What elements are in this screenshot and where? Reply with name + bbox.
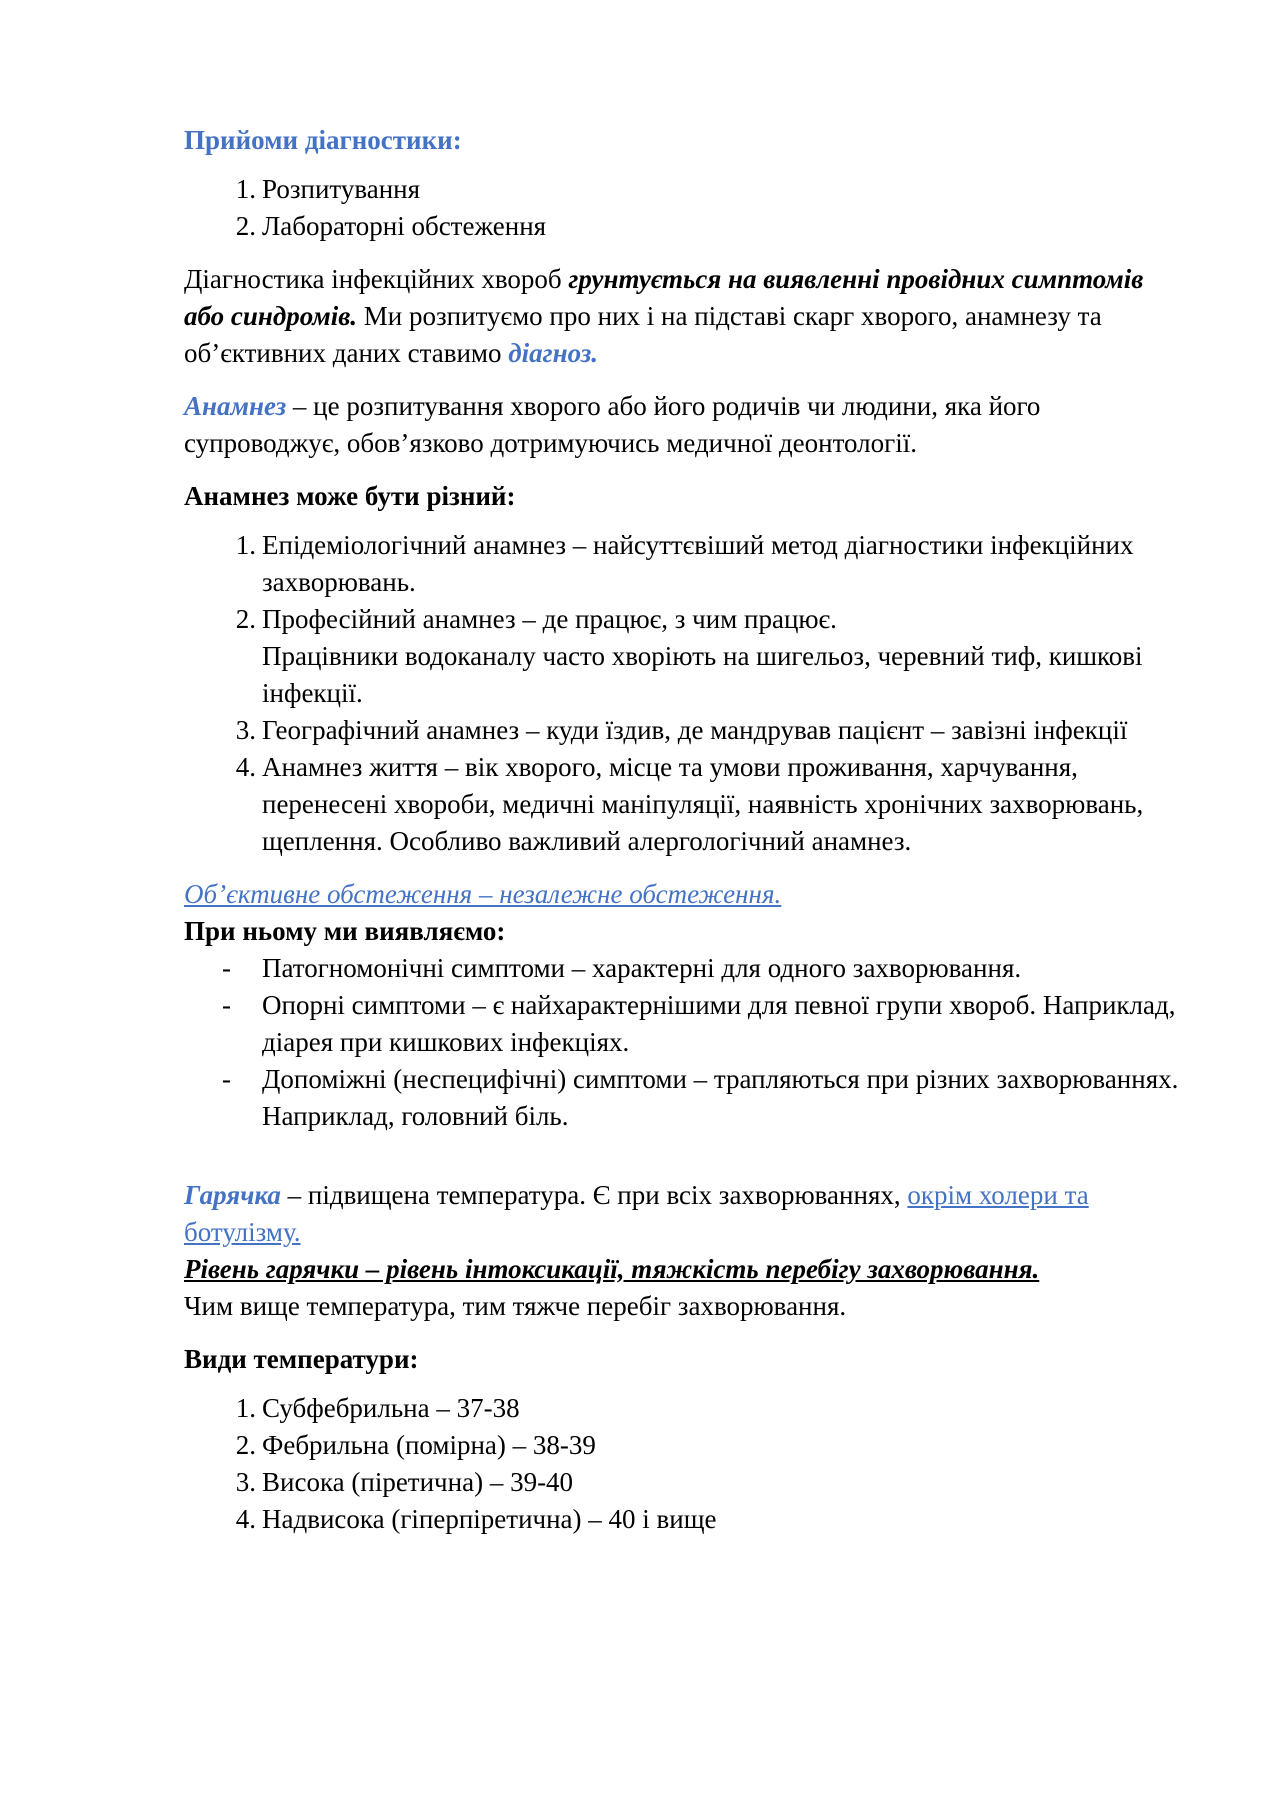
objective-exam-link[interactable]: Об’єктивне обстеження – незалежне обстеження. (184, 879, 782, 909)
document-content (184, 122, 1184, 1538)
list-item: - Допоміжні (неспецифічні) симптоми – трапляються при різних захворюваннях. Наприклад, головний біль. (222, 1064, 1179, 1131)
list-item: - Патогномонічні симптоми – характерні для одного захворювання. (222, 953, 1022, 983)
anamnesis-types-list (184, 527, 1184, 860)
fever-term: Гарячка (184, 1180, 281, 1210)
list-item: 3. Географічний анамнез – куди їздив, де мандрував пацієнт – завізні інфекції (235, 715, 1128, 745)
emphasis-text: грунтується на виявленні провідних симптомів або синдромів. (184, 264, 1144, 331)
diagnostics-list (184, 171, 1184, 245)
list-item: 1. Субфебрильна – 37-38 (235, 1393, 520, 1423)
diagnostics-paragraph: Діагностика інфекційних хвороб грунтується на виявленні провідних симптомів або синдромів. Ми розпитуємо про них і на підставі скарг хворого, анамнезу та об’єктивних даних ставимо діагноз. (184, 264, 1144, 368)
fever-note: Чим вище температура, тим тяжче перебіг захворювання. (184, 1291, 847, 1321)
symptoms-list (184, 950, 1184, 1135)
temperature-heading: Види температури: (184, 1344, 419, 1374)
list-item: 3. Висока (піретична) – 39-40 (235, 1467, 574, 1497)
list-item: 4. Анамнез життя – вік хворого, місце та умови проживання, харчування, перенесені хвороби, медичні маніпуляції, наявність хронічних захворювань, щеплення. Особливо важливий алергологічний анамнез. (235, 752, 1144, 856)
list-item: 2. Фебрильна (помірна) – 38-39 (235, 1430, 596, 1460)
anamnesis-types-heading: Анамнез може бути різний: (184, 481, 516, 511)
list-item: 4. Надвисока (гіперпіретична) – 40 і вище (235, 1504, 717, 1534)
list-item: 1. Розпитування (235, 174, 421, 204)
temperature-list (184, 1390, 1184, 1538)
diagnostics-heading: Прийоми діагностики: (184, 125, 462, 155)
list-item: 1. Епідеміологічний анамнез – найсуттєвіший метод діагностики інфекційних захворювань. (235, 530, 1134, 597)
anamnesis-term: Анамнез (184, 391, 287, 421)
objective-exam-heading: При ньому ми виявляємо: (184, 916, 506, 946)
list-item: 2. Професійний анамнез – де працює, з чим працює. Працівники водоканалу часто хворіють на шигельоз, черевний тиф, кишкові інфекції. (235, 604, 1143, 708)
diagnosis-term: діагноз. (508, 338, 599, 368)
anamnesis-paragraph: Анамнез – це розпитування хворого або його родичів чи людини, яка його супроводжує, обов’язково дотримуючись медичної деонтології. (184, 391, 1041, 458)
list-item: 2. Лабораторні обстеження (235, 211, 547, 241)
exception-link[interactable]: окрім холери та ботулізму. (184, 1180, 1089, 1247)
list-item: - Опорні симптоми – є найхарактернішими для певної групи хвороб. Наприклад, діарея при кишкових інфекціях. (222, 990, 1176, 1057)
fever-level-statement: Рівень гарячки – рівень інтоксикації, тяжкість перебігу захворювання. (184, 1254, 1040, 1284)
fever-paragraph: Гарячка – підвищена температура. Є при всіх захворюваннях, окрім холери та ботулізму. (184, 1180, 1089, 1247)
